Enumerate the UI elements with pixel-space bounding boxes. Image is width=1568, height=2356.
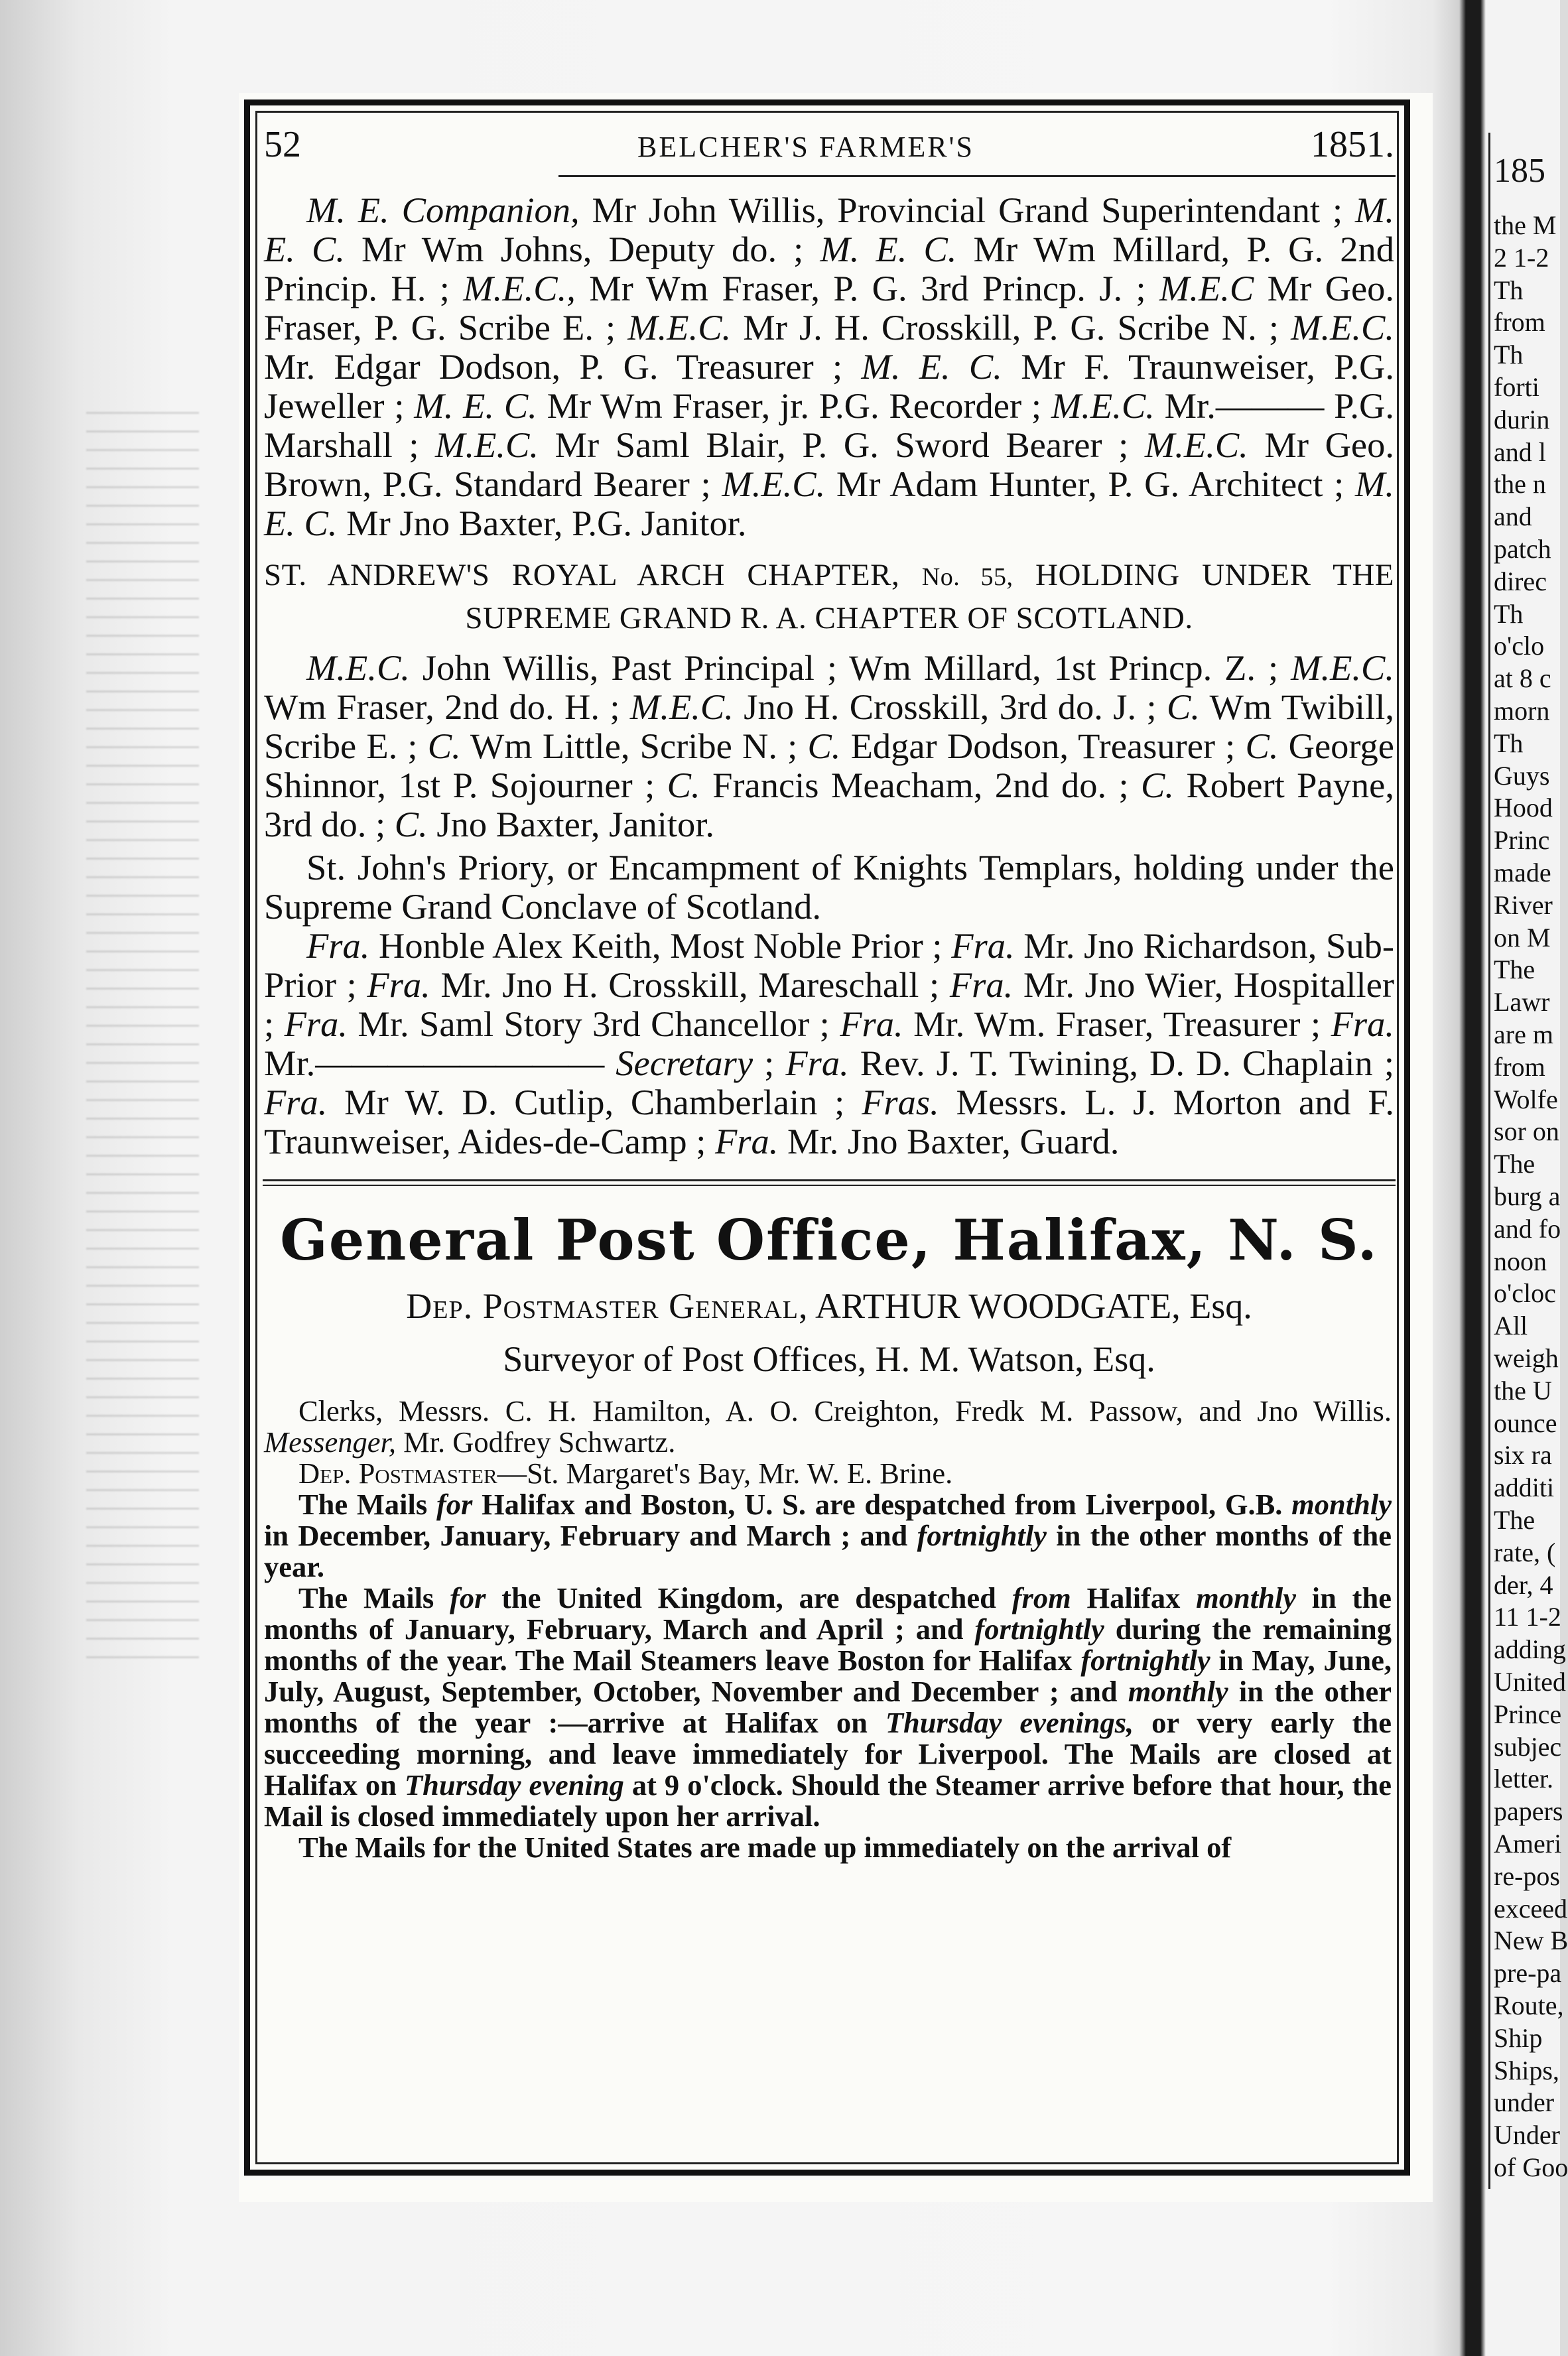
st-andrews-heading-b: HOLDING UNDER THE SUPREME GRAND R. A. CHAPTER OF SCOTLAND.: [465, 558, 1394, 635]
page-number: 52: [264, 124, 301, 165]
running-head: [260, 114, 1398, 175]
mails-us-paragraph: The Mails for the United States are made up immediately on the arrival of: [298, 1831, 1232, 1864]
adjacent-page-fragment: made: [1494, 858, 1551, 887]
adjacent-page-fragment: at 8 c: [1494, 663, 1551, 694]
mails-boston-paragraph: The Mails for Halifax and Boston, U. S. are despatched from Liverpool, G.B. monthly in December, January, February and March ; and fortnightly in the other months of the year.: [264, 1488, 1392, 1583]
adjacent-page-fragment: Route,: [1494, 1991, 1564, 2020]
adjacent-page-fragment: and l: [1494, 436, 1546, 467]
st-andrews-heading-a: ST. ANDREW'S ROYAL ARCH CHAPTER,: [264, 558, 922, 592]
adjacent-page-fragment: subjec: [1494, 1731, 1562, 1762]
adjacent-page-fragment: The: [1494, 1149, 1535, 1179]
adjacent-page-fragment: exceed: [1494, 1893, 1568, 1924]
adjacent-page-fragment: on M: [1494, 922, 1551, 952]
adjacent-page-fragment: and fo: [1494, 1213, 1561, 1244]
dep-postmaster-paragraph: Dep. Postmaster—St. Margaret's Bay, Mr. W. E. Brine.: [298, 1457, 953, 1490]
adjacent-page-fragment: Th: [1494, 275, 1524, 305]
dep-postmaster-name: ARTHUR WOODGATE, Esq.: [808, 1286, 1252, 1326]
adjacent-page-head: 185: [1494, 152, 1545, 190]
priory-intro: St. John's Priory, or Encampment of Knights Templars, holding under the Supreme Grand Conclave of Scotland.: [264, 847, 1394, 927]
adjacent-page-fragment: adding: [1494, 1634, 1566, 1665]
adjacent-page-fragment: Under: [1494, 2120, 1560, 2150]
adjacent-page-fragment: Ameri: [1494, 1829, 1562, 1859]
adjacent-page-fragment: The: [1494, 1505, 1535, 1535]
adjacent-page-fragment: forti: [1494, 372, 1539, 402]
surveyor-line: Surveyor of Post Offices, H. M. Watson, Esq.: [503, 1339, 1155, 1379]
adjacent-page-fragment: the n: [1494, 469, 1546, 499]
adjacent-page-fragment: direc: [1494, 566, 1547, 596]
adjacent-page-fragment: Wolfe: [1494, 1084, 1558, 1114]
dep-postmaster-general-line: [260, 1284, 1398, 1328]
adjacent-page-fragment: o'cloc: [1494, 1278, 1556, 1309]
adjacent-page-fragment: ounce: [1494, 1407, 1557, 1438]
adjacent-page-fragment: 2 1-2: [1494, 242, 1549, 273]
adjacent-page-fragment: under: [1494, 2087, 1555, 2118]
mails-uk-paragraph: The Mails for the United Kingdom, are despatched from Halifax monthly in the months of January, February, March and April ; and fortnightly during the remaining months of the year. The Mail Steamers leave Boston for Halifax fortnightly in May, June, July, August, September, October, November and December ; and monthly in the other months of the year :—arrive at Halifax on Thursday evenings, or very early the succeeding morning, and leave immediately for Liverpool. The Mails are closed at Halifax on Thursday evening at 9 o'clock. Should the Steamer arrive before that hour, the Mail is closed immediately upon her arrival.: [264, 1581, 1392, 1833]
adjacent-page-fragment: and: [1494, 501, 1532, 532]
adjacent-page-fragment: Lawr: [1494, 987, 1550, 1017]
adjacent-page-fragment: Hood: [1494, 793, 1553, 823]
adjacent-page-fragment: New B: [1494, 1926, 1568, 1956]
adjacent-page-fragment: six ra: [1494, 1440, 1552, 1471]
adjacent-page-fragment: The: [1494, 954, 1535, 985]
adjacent-page-fragment: River: [1494, 889, 1553, 920]
priory-officers: Fra. Honble Alex Keith, Most Noble Prior ; Fra. Mr. Jno Richardson, Sub-Prior ; Fra. Mr. Jno H. Crosskill, Mareschall ; Fra. Mr. Jno Wier, Hospitaller ; Fra. Mr. Saml Story 3rd Chancellor ; Fra. Mr. Wm. Fraser, Treasurer ; Fra. Mr.———————— Secretary ; Fra. Rev. J. T. Twining, D. D. Chaplain ; Fra. Mr W. D. Cutlip, Chamberlain ; Fras. Messrs. L. J. Morton and F. Traunweiser, Aides-de-Camp ; Fra. Mr. Jno Baxter, Guard.: [264, 925, 1394, 1161]
adjacent-page-fragment: Th: [1494, 340, 1524, 370]
adjacent-page-fragment: of Goo: [1494, 2152, 1568, 2182]
adjacent-page-fragment: additi: [1494, 1473, 1555, 1503]
running-year: 1851.: [1310, 124, 1394, 165]
adjacent-page-fragment: letter.: [1494, 1764, 1553, 1794]
adjacent-page-fragment: morn: [1494, 696, 1550, 726]
adjacent-page-fragment: Th: [1494, 598, 1524, 629]
adjacent-page-fragment: sor on: [1494, 1116, 1559, 1147]
adjacent-page-fragment: Th: [1494, 728, 1524, 758]
adjacent-page-fragment: o'clo: [1494, 631, 1545, 661]
adjacent-page-fragment: papers: [1494, 1796, 1563, 1827]
adjacent-page-sliver: [1486, 133, 1568, 2189]
adjacent-page-fragment: the M: [1494, 210, 1557, 240]
adjacent-page-fragment: patch: [1494, 534, 1551, 564]
st-andrews-heading-num: No. 55,: [921, 563, 1013, 591]
adjacent-page-fragment: the U: [1494, 1375, 1552, 1406]
adjacent-page-fragment: from: [1494, 307, 1545, 338]
dep-postmaster-label: Dep. Postmaster General,: [406, 1286, 809, 1326]
adjacent-page-fragment: der, 4: [1494, 1569, 1553, 1600]
adjacent-page-fragment: Prince: [1494, 1699, 1562, 1729]
adjacent-page-fragment: durin: [1494, 404, 1550, 434]
clerks-paragraph: Clerks, Messrs. C. H. Hamilton, A. O. Creighton, Fredk M. Passow, and Jno Willis. Messenger, Mr. Godfrey Schwartz.: [264, 1394, 1392, 1459]
adjacent-page-fragment: re-pos: [1494, 1861, 1560, 1891]
adjacent-page-fragment: Princ: [1494, 825, 1550, 856]
adjacent-page-fragment: pre-pa: [1494, 1958, 1562, 1989]
adjacent-page-fragment: are m: [1494, 1019, 1553, 1049]
adjacent-page-border: [1488, 133, 1490, 2189]
adjacent-page-fragment: Ships,: [1494, 2055, 1559, 2085]
adjacent-page-fragment: noon: [1494, 1246, 1547, 1276]
adjacent-page-fragment: Ship: [1494, 2022, 1543, 2053]
adjacent-page-fragment: All: [1494, 1311, 1528, 1341]
adjacent-page-fragment: burg a: [1494, 1181, 1561, 1211]
section-divider: [263, 1179, 1396, 1186]
adjacent-page-fragment: weigh: [1494, 1343, 1559, 1373]
st-andrews-heading: [264, 555, 1394, 639]
adjacent-page-fragment: United: [1494, 1667, 1566, 1697]
adjacent-page-fragment: 11 1-2: [1494, 1602, 1561, 1632]
st-andrews-officers: M.E.C. John Willis, Past Principal ; Wm Millard, 1st Princp. Z. ; M.E.C. Wm Fraser, 2nd do. H. ; M.E.C. Jno H. Crosskill, 3rd do. J. ; C. Wm Twibill, Scribe E. ; C. Wm Little, Scribe N. ; C. Edgar Dodson, Treasurer ; C. George Shinnor, 1st P. Sojourner ; C. Francis Meacham, 2nd do. ; C. Robert Payne, 3rd do. ; C. Jno Baxter, Janitor.: [264, 647, 1394, 844]
adjacent-page-fragment: rate, (: [1494, 1537, 1556, 1567]
running-title: BELCHER'S FARMER'S: [637, 131, 974, 163]
adjacent-page-fragment: Guys: [1494, 760, 1550, 791]
post-office-title: General Post Office, Halifax, N. S.: [280, 1207, 1378, 1273]
bleed-through-marks: [86, 398, 199, 1658]
grand-chapter-officers: M. E. Companion, Mr John Willis, Provincial Grand Superintendant ; M. E. C. Mr Wm Johns, Deputy do. ; M. E. C. Mr Wm Millard, P. G. 2nd Princip. H. ; M.E.C., Mr Wm Fraser, P. G. 3rd Princp. J. ; M.E.C Mr Geo. Fraser, P. G. Scribe E. ; M.E.C. Mr J. H. Crosskill, P. G. Scribe N. ; M.E.C. Mr. Edgar Dodson, P. G. Treasurer ; M. E. C. Mr F. Traunweiser, P.G. Jeweller ; M. E. C. Mr Wm Fraser, jr. P.G. Recorder ; M.E.C. Mr.——— P.G. Marshall ; M.E.C. Mr Saml Blair, P. G. Sword Bearer ; M.E.C. Mr Geo. Brown, P.G. Standard Bearer ; M.E.C. Mr Adam Hunter, P. G. Architect ; M. E. C. Mr Jno Baxter, P.G. Janitor.: [264, 190, 1395, 543]
adjacent-page-fragment: from: [1494, 1051, 1545, 1082]
page-content: [260, 114, 1398, 1863]
